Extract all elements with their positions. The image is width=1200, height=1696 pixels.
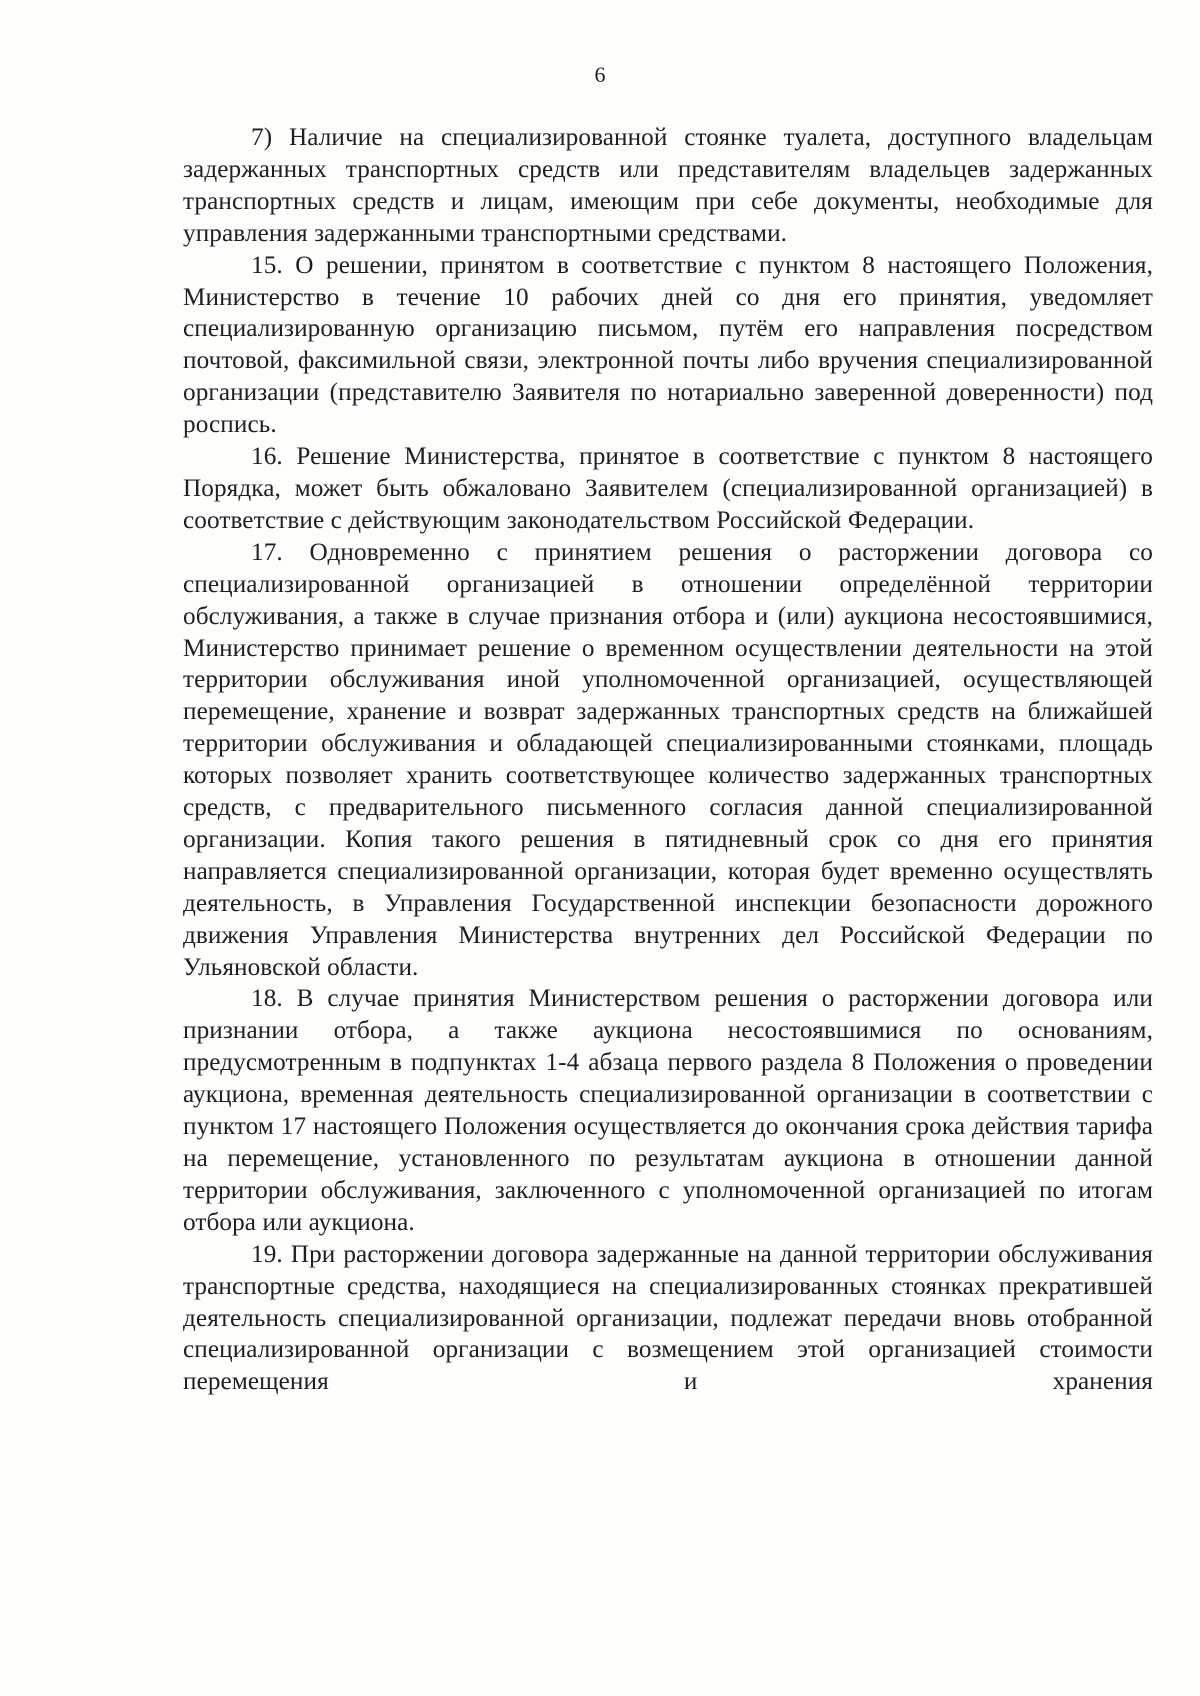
paragraph-18: 18. В случае принятия Министерством решения о расторжении договора или признании отбора, а также аукциона несостоявшимися по основаниям, предусмотренным в подпунктах 1-4 абзаца первого раздела 8 Положения о проведении аукциона, временная деятельность специализированной организации в соответствии с пунктом 17 настоящего Положения осуществляется до окончания срока действия тарифа на перемещение, установленного по результатам аукциона в отношении данной территории обслуживания, заключенного с уполномоченной организацией по итогам отбора или аукциона. bbox=[183, 985, 1153, 1236]
paragraph-17: 17. Одновременно с принятием решения о расторжении договора со специализированной организацией в отношении определённой территории обслуживания, а также в случае признания отбора и (или) аукциона несостоявшимися, Министерство принимает решение о временном осуществлении деятельности на этой территории обслуживания иной уполномоченной организацией, осуществляющей перемещение, хранение и возврат задержанных транспортных средств на ближайшей территории обслуживания и обладающей специализированными стоянками, площадь которых позволяет хранить соответствующее количество задержанных транспортных средств, с предварительного письменного согласия данной специализированной организации. Копия такого решения в пятидневный срок со дня его принятия направляется специализированной организации, которая будет временно осуществлять деятельность, в Управления Государственной инспекции безопасности дорожного движения Управления Министерства внутренних дел Российской Федерации по Ульяновской области. bbox=[183, 538, 1153, 981]
document-body bbox=[183, 122, 1153, 1398]
paragraph-16: 16. Решение Министерства, принятое в соответствие с пунктом 8 настоящего Порядка, может быть обжаловано Заявителем (специализированной организацией) в соответствие с действующим законодательством Российской Федерации. bbox=[183, 443, 1153, 534]
paragraph-19: 19. При расторжении договора задержанные на данной территории обслуживания транспортные средства, находящиеся на специализированных стоянках прекратившей деятельность специализированной организации, подлежат передачи вновь отобранной специализированной организации с возмещением этой организацией стоимости перемещения и хранения bbox=[183, 1240, 1153, 1396]
paragraph-item-7: 7) Наличие на специализированной стоянке туалета, доступного владельцам задержанных транспортных средств или представителям владельцев задержанных транспортных средств и лицам, имеющим при себе документы, необходимые для управления задержанными транспортными средствами. bbox=[183, 124, 1153, 247]
paragraph-15: 15. О решении, принятом в соответствие с пунктом 8 настоящего Положения, Министерство в течение 10 рабочих дней со дня его принятия, уведомляет специализированную организацию письмом, путём его направления посредством почтовой, факсимильной связи, электронной почты либо вручения специализированной организации (представителю Заявителя по нотариально заверенной доверенности) под роспись. bbox=[183, 251, 1153, 439]
page-number: 6 bbox=[594, 62, 606, 87]
